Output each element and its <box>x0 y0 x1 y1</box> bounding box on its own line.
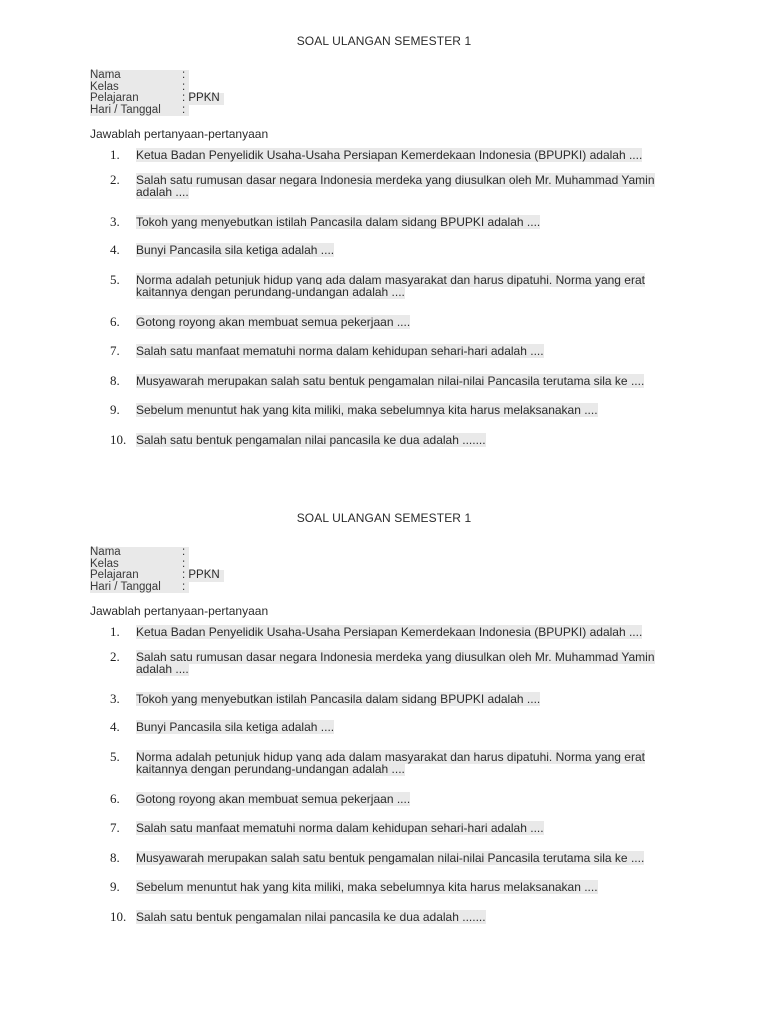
question-item <box>110 849 768 865</box>
question-number: 4. <box>110 719 120 734</box>
question-item <box>110 213 768 229</box>
identity-label: Pelajaran <box>90 93 182 105</box>
question-number: 10. <box>110 431 127 447</box>
identity-value: : <box>182 559 189 571</box>
question-text: Salah satu manfaat mematuhi norma dalam kehidupan sehari-hari adalah .... <box>136 821 544 835</box>
question-number: 2. <box>110 171 120 187</box>
question-number: 5. <box>110 271 120 287</box>
question-item <box>110 404 768 417</box>
identity-label: Pelajaran <box>90 570 182 582</box>
question-number: 9. <box>110 879 120 894</box>
question-number: 3. <box>110 690 120 706</box>
identity-value: : <box>182 547 189 559</box>
identity-label: Nama <box>90 70 182 82</box>
question-text: Ketua Badan Penyelidik Usaha-Usaha Persiapan Kemerdekaan Indonesia (BPUPKI) adalah .... <box>136 625 643 639</box>
question-number: 9. <box>110 402 120 417</box>
question-item <box>110 345 768 358</box>
exam-title: SOAL ULANGAN SEMESTER 1 <box>296 34 472 48</box>
question-item <box>110 149 768 162</box>
question-text: Salah satu bentuk pengamalan nilai pancasila ke dua adalah ....... <box>136 909 486 924</box>
identity-label: Kelas <box>90 559 182 571</box>
question-number: 2. <box>110 648 120 664</box>
question-text: Sebelum menuntut hak yang kita miliki, maka sebelumnya kita harus melaksanakan .... <box>136 880 598 894</box>
question-number: 8. <box>110 849 120 865</box>
question-number: 1. <box>110 147 120 162</box>
question-item <box>110 171 768 199</box>
question-number: 8. <box>110 372 120 388</box>
question-text: Tokoh yang menyebutkan istilah Pancasila dalam sidang BPUPKI adalah .... <box>136 691 541 706</box>
identity-label: Hari / Tanggal <box>90 582 182 594</box>
question-number: 4. <box>110 242 120 257</box>
question-number: 6. <box>110 313 120 329</box>
question-text: Salah satu bentuk pengamalan nilai pancasila ke dua adalah ....... <box>136 432 486 447</box>
exam-sheet-2 <box>0 511 768 923</box>
question-item <box>110 721 768 734</box>
question-item <box>110 313 768 329</box>
question-list <box>0 626 768 923</box>
identity-value: : <box>182 82 189 94</box>
question-item <box>110 881 768 894</box>
identity-row-nama <box>90 547 768 559</box>
identity-row-nama <box>90 70 768 82</box>
question-text: Musyawarah merupakan salah satu bentuk pengamalan nilai-nilai Pancasila terutama sila ke .... <box>136 850 645 865</box>
question-item <box>110 822 768 835</box>
question-text: Norma adalah petunjuk hidup yang ada dalam masyarakat dan harus dipatuhi. Norma yang erat kaitannya dengan perundang-undangan adalah .... <box>136 749 645 776</box>
question-text: Sebelum menuntut hak yang kita miliki, maka sebelumnya kita harus melaksanakan .... <box>136 403 598 417</box>
identity-label: Hari / Tanggal <box>90 105 182 117</box>
identity-value: : PPKN <box>182 570 224 582</box>
instruction-text: Jawablah pertanyaan-pertanyaan <box>90 604 269 618</box>
question-number: 6. <box>110 790 120 806</box>
question-number: 7. <box>110 820 120 835</box>
question-text: Salah satu rumusan dasar negara Indonesia merdeka yang diusulkan oleh Mr. Muhammad Yamin adalah .... <box>136 649 655 676</box>
identity-label: Nama <box>90 547 182 559</box>
question-item <box>110 372 768 388</box>
question-item <box>110 690 768 706</box>
question-text: Tokoh yang menyebutkan istilah Pancasila dalam sidang BPUPKI adalah .... <box>136 214 541 229</box>
identity-value: : <box>182 70 189 82</box>
identity-row-hari-tanggal <box>90 582 768 594</box>
instruction-text: Jawablah pertanyaan-pertanyaan <box>90 127 269 141</box>
question-text: Gotong royong akan membuat semua pekerjaan .... <box>136 314 411 329</box>
question-text: Musyawarah merupakan salah satu bentuk pengamalan nilai-nilai Pancasila terutama sila ke .... <box>136 373 645 388</box>
question-item <box>110 748 768 776</box>
student-identity-block <box>90 70 768 116</box>
exam-title: SOAL ULANGAN SEMESTER 1 <box>296 511 472 525</box>
question-item <box>110 626 768 639</box>
identity-label: Kelas <box>90 82 182 94</box>
identity-value: : <box>182 105 189 117</box>
identity-row-pelajaran <box>90 570 768 582</box>
identity-value: : <box>182 582 189 594</box>
identity-row-pelajaran <box>90 93 768 105</box>
question-text: Salah satu manfaat mematuhi norma dalam kehidupan sehari-hari adalah .... <box>136 344 544 358</box>
question-number: 3. <box>110 213 120 229</box>
question-text: Ketua Badan Penyelidik Usaha-Usaha Persiapan Kemerdekaan Indonesia (BPUPKI) adalah .... <box>136 148 643 162</box>
question-text: Salah satu rumusan dasar negara Indonesia merdeka yang diusulkan oleh Mr. Muhammad Yamin adalah .... <box>136 172 655 199</box>
question-text: Bunyi Pancasila sila ketiga adalah .... <box>136 720 335 734</box>
identity-value: : PPKN <box>182 93 224 105</box>
question-item <box>110 431 768 447</box>
question-number: 5. <box>110 748 120 764</box>
identity-row-hari-tanggal <box>90 105 768 117</box>
question-number: 7. <box>110 343 120 358</box>
question-item <box>110 790 768 806</box>
question-text: Norma adalah petunjuk hidup yang ada dalam masyarakat dan harus dipatuhi. Norma yang erat kaitannya dengan perundang-undangan adalah .... <box>136 272 645 299</box>
question-number: 1. <box>110 624 120 639</box>
exam-sheet-1 <box>0 34 768 446</box>
question-number: 10. <box>110 908 127 924</box>
student-identity-block <box>90 547 768 593</box>
question-item <box>110 244 768 257</box>
question-text: Gotong royong akan membuat semua pekerjaan .... <box>136 791 411 806</box>
question-item <box>110 908 768 924</box>
question-item <box>110 271 768 299</box>
question-text: Bunyi Pancasila sila ketiga adalah .... <box>136 243 335 257</box>
question-list <box>0 149 768 446</box>
question-item <box>110 648 768 676</box>
